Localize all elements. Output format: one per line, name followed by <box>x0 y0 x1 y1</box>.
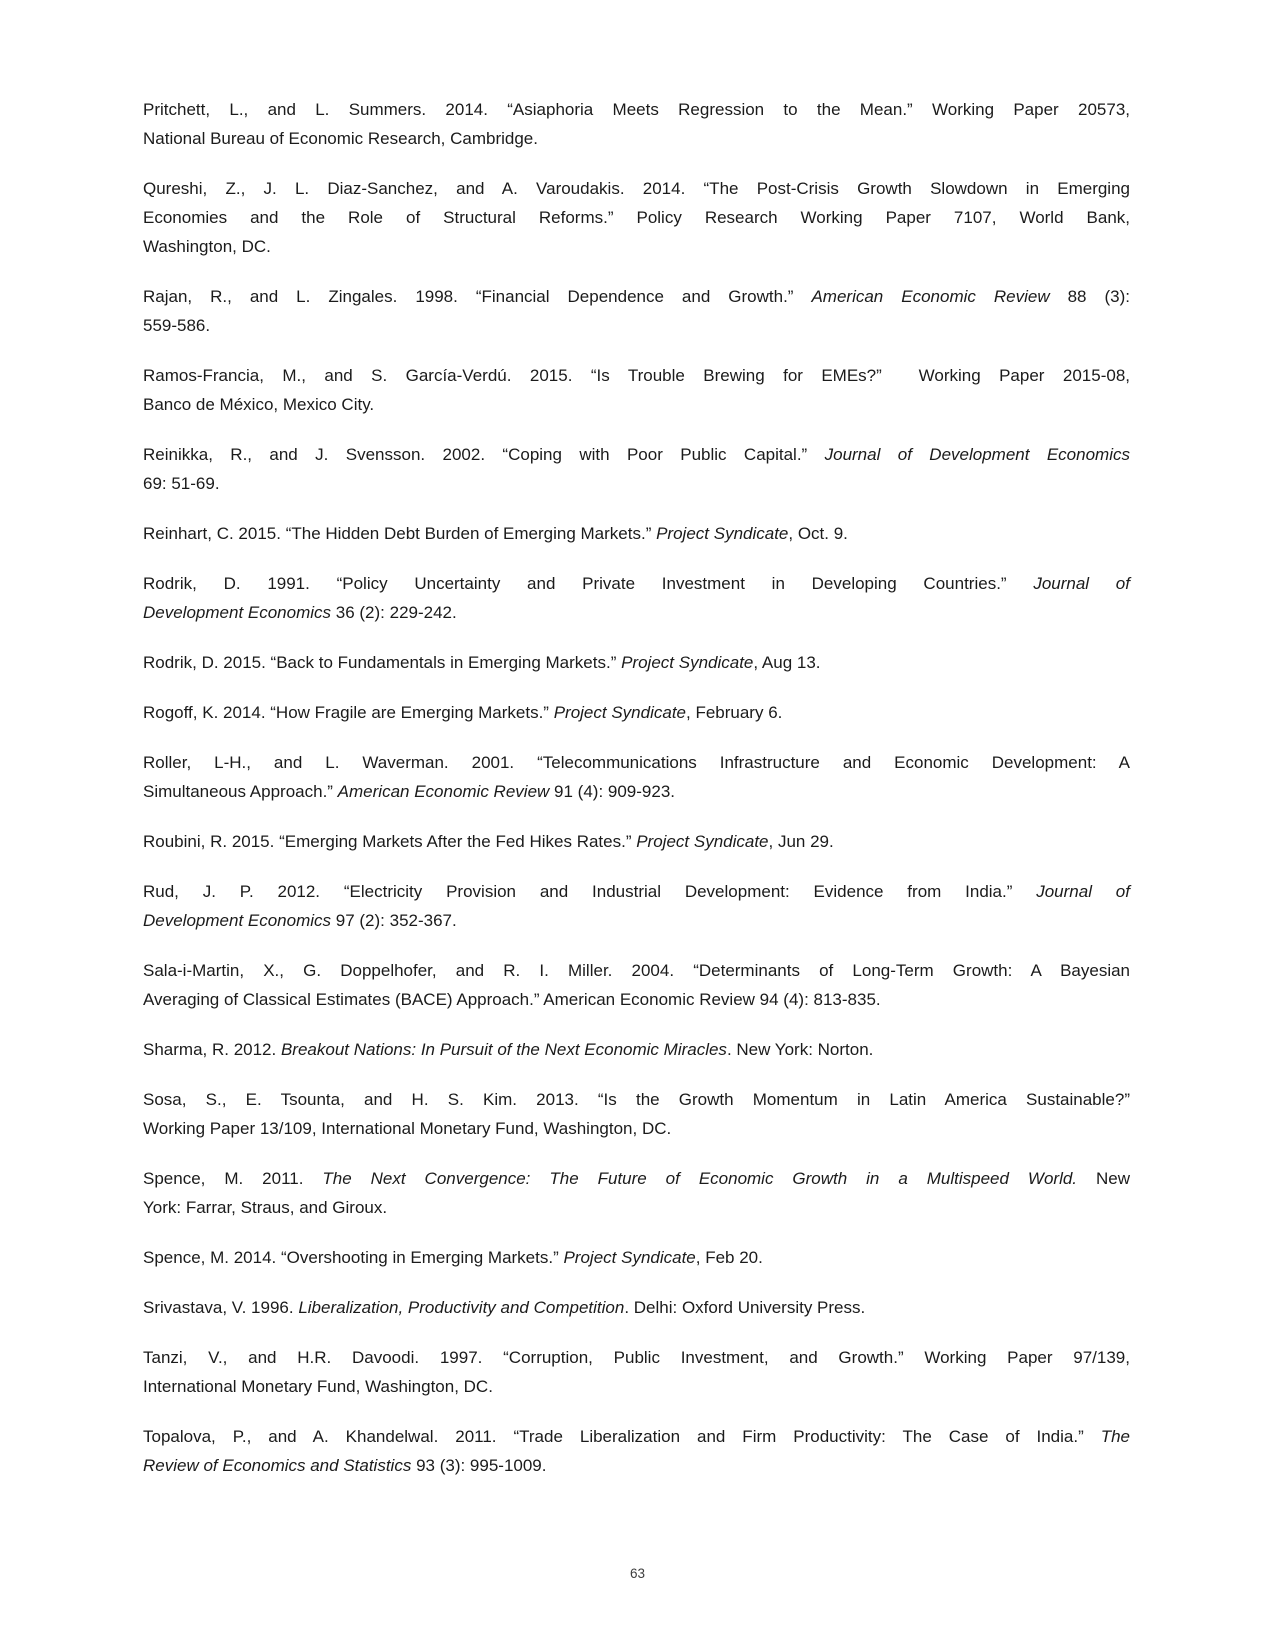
reference-text: Spence, M. 2011. <box>143 1169 323 1188</box>
reference-text: Economies and the Role of Structural Reforms.” Policy Research Working Paper 7107, World Bank, <box>143 208 1130 227</box>
reference-line <box>143 232 1130 261</box>
reference-entry <box>143 519 1130 548</box>
reference-italic-text: Development Economics <box>143 603 332 622</box>
reference-entry <box>143 1164 1130 1222</box>
reference-italic-text: American Economic Review <box>811 287 1050 306</box>
reference-line <box>143 1035 1130 1064</box>
reference-text: , Aug 13. <box>753 653 821 672</box>
reference-italic-text: The <box>1100 1427 1130 1446</box>
reference-entry <box>143 1085 1130 1143</box>
reference-text: New <box>1077 1169 1130 1188</box>
reference-line <box>143 877 1130 906</box>
reference-text: 69: 51-69. <box>143 474 220 493</box>
reference-line <box>143 469 1130 498</box>
reference-line <box>143 1114 1130 1143</box>
reference-italic-text: Liberalization, Productivity and Competition <box>298 1298 625 1317</box>
reference-text: Rajan, R., and L. Zingales. 1998. “Financial Dependence and Growth.” <box>143 287 812 306</box>
reference-line <box>143 1243 1130 1272</box>
reference-line <box>143 282 1130 311</box>
reference-line <box>143 1451 1130 1480</box>
reference-text: , February 6. <box>686 703 783 722</box>
reference-line <box>143 985 1130 1014</box>
reference-entry <box>143 361 1130 419</box>
reference-entry <box>143 877 1130 935</box>
reference-italic-text: American Economic Review <box>337 782 550 801</box>
reference-text: Rud, J. P. 2012. “Electricity Provision and Industrial Development: Evidence from India.” <box>143 882 1037 901</box>
reference-text: Qureshi, Z., J. L. Diaz-Sanchez, and A. Varoudakis. 2014. “The Post-Crisis Growth Slowdown in Emerging <box>143 179 1130 198</box>
reference-text: Rodrik, D. 2015. “Back to Fundamentals in Emerging Markets.” <box>143 653 622 672</box>
reference-entry <box>143 569 1130 627</box>
reference-entry <box>143 1293 1130 1322</box>
reference-italic-text: Journal of <box>1036 882 1130 901</box>
reference-text: Reinhart, C. 2015. “The Hidden Debt Burden of Emerging Markets.” <box>143 524 657 543</box>
reference-line <box>143 174 1130 203</box>
reference-entry <box>143 174 1130 261</box>
reference-italic-text: Project Syndicate <box>563 1248 696 1267</box>
reference-italic-text: Review of Economics and Statistics <box>143 1456 412 1475</box>
reference-italic-text: Project Syndicate <box>553 703 686 722</box>
reference-italic-text: Breakout Nations: In Pursuit of the Next Economic Miracles <box>280 1040 727 1059</box>
reference-italic-text: The Next Convergence: The Future of Economic Growth in a Multispeed World. <box>322 1169 1078 1188</box>
reference-text: Simultaneous Approach.” <box>143 782 338 801</box>
reference-line <box>143 777 1130 806</box>
reference-entry <box>143 1343 1130 1401</box>
reference-entry <box>143 648 1130 677</box>
reference-line <box>143 698 1130 727</box>
reference-text: International Monetary Fund, Washington, DC. <box>143 1377 493 1396</box>
reference-text: Banco de México, Mexico City. <box>143 395 375 414</box>
reference-text: . New York: Norton. <box>726 1040 874 1059</box>
reference-entry <box>143 282 1130 340</box>
reference-text: 559-586. <box>143 316 211 335</box>
reference-text: , Oct. 9. <box>788 524 848 543</box>
reference-text: Srivastava, V. 1996. <box>143 1298 299 1317</box>
reference-text: , Jun 29. <box>768 832 834 851</box>
reference-text: 88 (3): <box>1049 287 1130 306</box>
reference-entry <box>143 1422 1130 1480</box>
reference-line <box>143 1343 1130 1372</box>
reference-text: National Bureau of Economic Research, Cambridge. <box>143 129 538 148</box>
reference-line <box>143 1164 1130 1193</box>
reference-line <box>143 956 1130 985</box>
reference-line <box>143 124 1130 153</box>
reference-entry <box>143 1035 1130 1064</box>
reference-text: York: Farrar, Straus, and Giroux. <box>143 1198 388 1217</box>
reference-text: Roubini, R. 2015. “Emerging Markets After the Fed Hikes Rates.” <box>143 832 637 851</box>
reference-line <box>143 1085 1130 1114</box>
reference-line <box>143 203 1130 232</box>
page-number: 63 <box>629 1566 646 1581</box>
reference-text: . Delhi: Oxford University Press. <box>624 1298 866 1317</box>
reference-line <box>143 569 1130 598</box>
reference-entry <box>143 748 1130 806</box>
reference-line <box>143 95 1130 124</box>
reference-text: Averaging of Classical Estimates (BACE) Approach.” American Economic Review 94 (4): 813-835. <box>143 990 881 1009</box>
reference-line <box>143 440 1130 469</box>
reference-line <box>143 748 1130 777</box>
reference-entry <box>143 440 1130 498</box>
reference-text: Sosa, S., E. Tsounta, and H. S. Kim. 2013. “Is the Growth Momentum in Latin America Sustainable?” <box>143 1090 1130 1109</box>
reference-entry <box>143 956 1130 1014</box>
reference-line <box>143 1422 1130 1451</box>
reference-entry <box>143 698 1130 727</box>
reference-text: Ramos-Francia, M., and S. García-Verdú. 2015. “Is Trouble Brewing for EMEs?” Working Paper 2015-08, <box>143 366 1130 385</box>
reference-line <box>143 827 1130 856</box>
reference-text: Spence, M. 2014. “Overshooting in Emerging Markets.” <box>143 1248 564 1267</box>
reference-italic-text: Development Economics <box>143 911 332 930</box>
reference-text: Working Paper 13/109, International Monetary Fund, Washington, DC. <box>143 1119 672 1138</box>
reference-italic-text: Project Syndicate <box>656 524 789 543</box>
reference-entry <box>143 95 1130 153</box>
reference-italic-text: Journal of Development Economics <box>824 445 1130 464</box>
reference-line <box>143 361 1130 390</box>
reference-text: Sharma, R. 2012. <box>143 1040 281 1059</box>
reference-line <box>143 1193 1130 1222</box>
reference-text: 91 (4): 909-923. <box>549 782 676 801</box>
reference-text: Sala-i-Martin, X., G. Doppelhofer, and R. I. Miller. 2004. “Determinants of Long-Term Growth: A Bayesian <box>143 961 1130 980</box>
reference-text: Topalova, P., and A. Khandelwal. 2011. “Trade Liberalization and Firm Productivity: The Case of India.” <box>143 1427 1101 1446</box>
reference-entry <box>143 827 1130 856</box>
reference-text: Tanzi, V., and H.R. Davoodi. 1997. “Corruption, Public Investment, and Growth.” Working Paper 97/139, <box>143 1348 1130 1367</box>
reference-text: Washington, DC. <box>143 237 271 256</box>
reference-text: 93 (3): 995-1009. <box>411 1456 547 1475</box>
reference-text: Roller, L-H., and L. Waverman. 2001. “Telecommunications Infrastructure and Economic Development: A <box>143 753 1130 772</box>
reference-italic-text: Journal of <box>1033 574 1130 593</box>
reference-line <box>143 311 1130 340</box>
reference-line <box>143 1372 1130 1401</box>
reference-italic-text: Project Syndicate <box>621 653 754 672</box>
reference-line <box>143 906 1130 935</box>
reference-text: 97 (2): 352-367. <box>331 911 457 930</box>
reference-line <box>143 648 1130 677</box>
reference-line <box>143 519 1130 548</box>
reference-entry <box>143 1243 1130 1272</box>
reference-line <box>143 1293 1130 1322</box>
reference-italic-text: Project Syndicate <box>636 832 769 851</box>
reference-line <box>143 390 1130 419</box>
reference-text: Rogoff, K. 2014. “How Fragile are Emerging Markets.” <box>143 703 554 722</box>
reference-text: Rodrik, D. 1991. “Policy Uncertainty and Private Investment in Developing Countries.” <box>143 574 1034 593</box>
reference-text: 36 (2): 229-242. <box>331 603 457 622</box>
reference-list <box>143 95 1130 1501</box>
reference-text: Reinikka, R., and J. Svensson. 2002. “Coping with Poor Public Capital.” <box>143 445 825 464</box>
reference-text: , Feb 20. <box>695 1248 763 1267</box>
reference-text: Pritchett, L., and L. Summers. 2014. “Asiaphoria Meets Regression to the Mean.” Working Paper 20573, <box>143 100 1130 119</box>
reference-line <box>143 598 1130 627</box>
